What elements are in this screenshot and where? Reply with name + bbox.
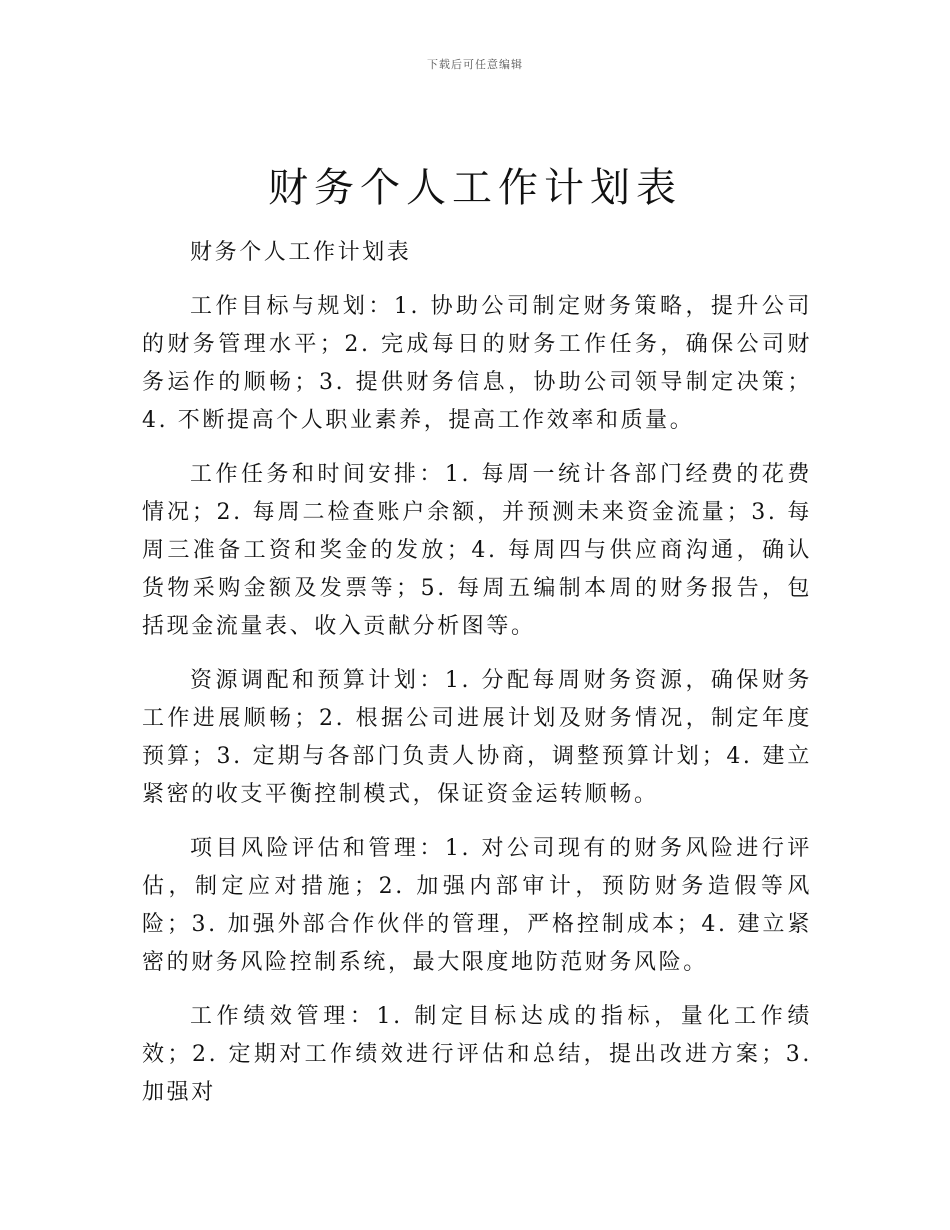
paragraph-goals: 工作目标与规划：1. 协助公司制定财务策略，提升公司的财务管理水平；2. 完成每日的财务工作任务，确保公司财务运作的顺畅；3. 提供财务信息，协助公司领导制定决策；4. 不断提高个人职业素养，提高工作效率和质量。 [142, 294, 812, 433]
document-title: 财务个人工作计划表 [268, 165, 682, 211]
paragraph-subtitle: 财务个人工作计划表 [190, 240, 412, 265]
paragraph-risk-management: 项目风险评估和管理：1. 对公司现有的财务风险进行评估，制定应对措施；2. 加强内部审计，预防财务造假等风险；3. 加强外部合作伙伴的管理，严格控制成本；4. 建立紧密的财务风险控制系统，最大限度地防范财务风险。 [142, 836, 812, 975]
paragraph-resources-budget: 资源调配和预算计划：1. 分配每周财务资源，确保财务工作进展顺畅；2. 根据公司进展计划及财务情况，制定年度预算；3. 定期与各部门负责人协商，调整预算计划；4. 建立紧密的收支平衡控制模式，保证资金运转顺畅。 [142, 668, 812, 807]
document-body [142, 234, 812, 1128]
paragraph-tasks-schedule: 工作任务和时间安排：1. 每周一统计各部门经费的花费情况；2. 每周二检查账户余额，并预测未来资金流量；3. 每周三准备工资和奖金的发放；4. 每周四与供应商沟通，确认货物采购金额及发票等；5. 每周五编制本周的财务报告，包括现金流量表、收入贡献分析图等。 [142, 462, 812, 639]
header-note: 下载后可任意编辑 [427, 58, 523, 71]
paragraph-performance: 工作绩效管理：1. 制定目标达成的指标，量化工作绩效；2. 定期对工作绩效进行评估和总结，提出改进方案；3. 加强对 [142, 1004, 812, 1105]
